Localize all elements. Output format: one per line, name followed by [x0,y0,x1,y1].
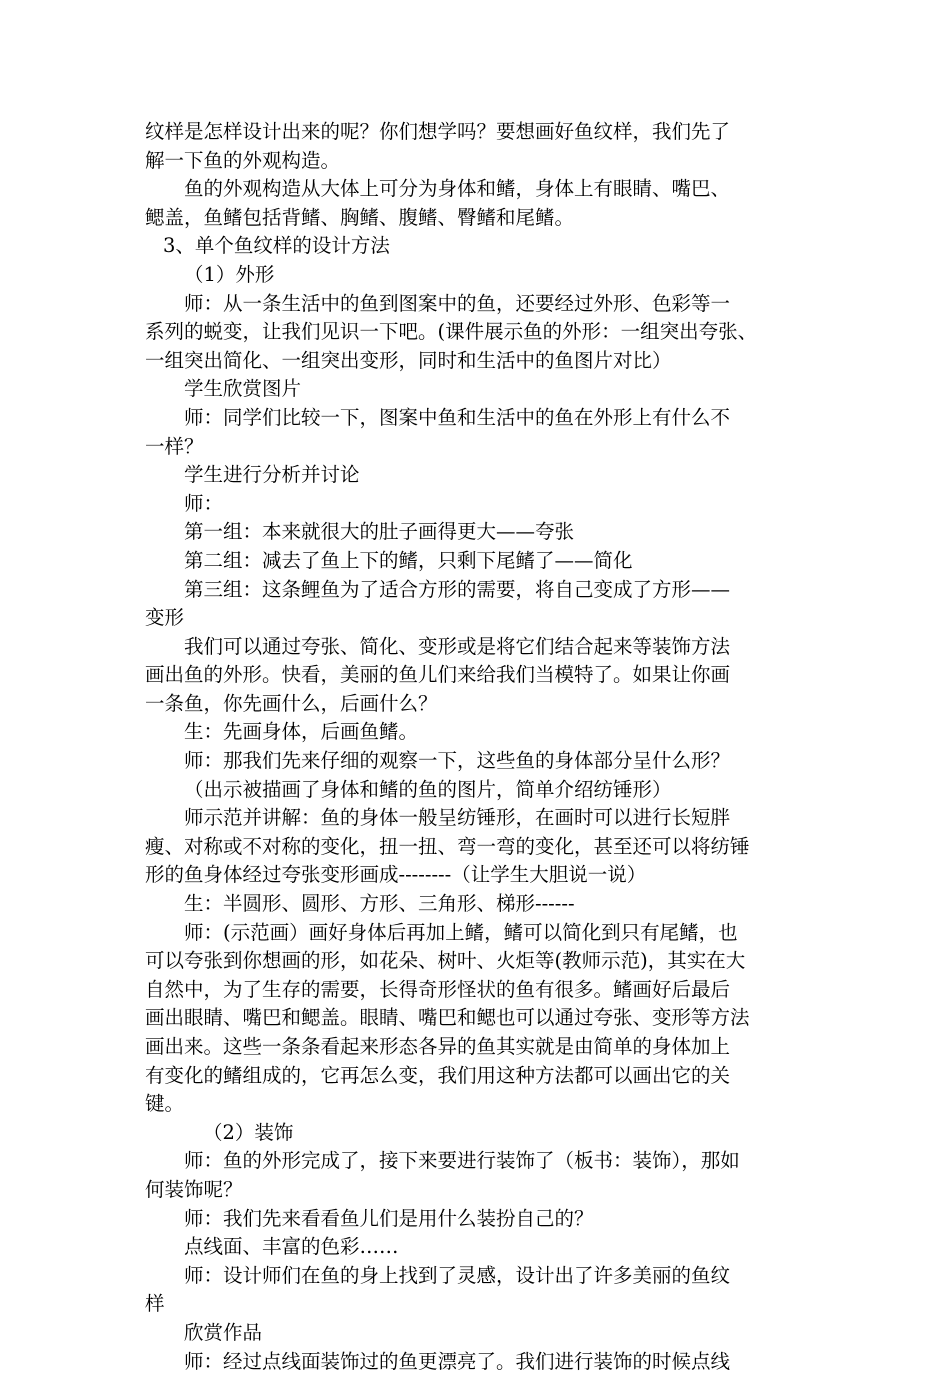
text-line: 我们可以通过夸张、简化、变形或是将它们结合起来等装饰方法 [184,634,731,658]
text-line: 画出眼睛、嘴巴和鳃盖。眼睛、嘴巴和鳃也可以通过夸张、变形等方法 [145,1006,750,1030]
text-line: 师示范并讲解：鱼的身体一般呈纺锤形，在画时可以进行长短胖 [184,806,731,830]
text-line: 师：那我们先来仔细的观察一下，这些鱼的身体部分呈什么形？ [184,749,731,773]
text-line: 师：经过点线面装饰过的鱼更漂亮了。我们进行装饰的时候点线 [184,1349,731,1373]
text-line: 师： [184,491,224,515]
text-line: 欣赏作品 [184,1320,263,1344]
text-line: 样 [145,1292,165,1316]
text-line: 自然中，为了生存的需要，长得奇形怪状的鱼有很多。鳍画好后最后 [145,977,731,1001]
text-line: （1）外形 [184,262,275,286]
text-line: 画出鱼的外形。快看，美丽的鱼儿们来给我们当模特了。如果让你画 [145,663,731,687]
text-line: 系列的蜕变，让我们见识一下吧。(课件展示鱼的外形：一组突出夸张、 [145,320,758,344]
text-line: 第一组：本来就很大的肚子画得更大——夸张 [184,520,575,544]
text-line: 何装饰呢？ [145,1177,243,1201]
text-line: 画出来。这些一条条看起来形态各异的鱼其实就是由简单的身体加上 [145,1035,731,1058]
text-line: 一样？ [145,434,204,458]
text-line: 第三组：这条鲤鱼为了适合方形的需要，将自己变成了方形—— [184,577,731,601]
text-line: 可以夸张到你想画的形，如花朵、树叶、火炬等(教师示范)，其实在大 [145,949,746,973]
text-line: 师：从一条生活中的鱼到图案中的鱼，还要经过外形、色彩等一 [184,291,731,315]
text-line: 鳃盖，鱼鳍包括背鳍、胸鳍、腹鳍、臀鳍和尾鳍。 [145,205,575,229]
text-line: （出示被描画了身体和鳍的鱼的图片，简单介绍纺锤形） [184,777,672,801]
text-line: 有变化的鳍组成的，它再怎么变，我们用这种方法都可以画出它的关 [145,1063,731,1087]
text-line: 师：设计师们在鱼的身上找到了灵感，设计出了许多美丽的鱼纹 [184,1263,731,1287]
text-line: 形的鱼身体经过夸张变形画成--------（让学生大胆说一说） [145,863,647,887]
text-line: 学生欣赏图片 [184,377,302,401]
text-line: 师：鱼的外形完成了，接下来要进行装饰了（板书：装饰），那如 [184,1149,740,1173]
text-line: 点线面、丰富的色彩…… [184,1235,399,1259]
text-line: 生：先画身体，后画鱼鳍。 [184,720,419,744]
text-line: 第二组：减去了鱼上下的鳍，只剩下尾鳍了——简化 [184,548,633,572]
text-line: 解一下鱼的外观构造。 [145,148,341,172]
text-line: 瘦、对称或不对称的变化，扭一扭、弯一弯的变化，甚至还可以将纺锤 [145,834,750,858]
text-line: 师：我们先来看看鱼儿们是用什么装扮自己的？ [184,1206,594,1230]
text-line: 一组突出简化、一组突出变形，同时和生活中的鱼图片对比） [145,348,672,372]
text-line: 生：半圆形、圆形、方形、三角形、梯形------ [184,892,575,916]
text-line: （2）装饰 [203,1120,294,1144]
text-line: 一条鱼，你先画什么，后画什么？ [145,691,438,715]
text-line: 师：(示范画）画好身体后再加上鳍，鳍可以简化到只有尾鳍，也 [184,920,738,944]
text-line: 纹样是怎样设计出来的呢？你们想学吗？要想画好鱼纹样，我们先了 [145,120,731,143]
text-line: 学生进行分析并讨论 [184,463,360,487]
text-line: 变形 [145,606,185,630]
text-line: 鱼的外观构造从大体上可分为身体和鳍，身体上有眼睛、嘴巴、 [184,177,731,201]
text-line: 键。 [145,1092,185,1116]
document-body [145,118,825,1376]
text-line: 师：同学们比较一下，图案中鱼和生活中的鱼在外形上有什么不 [184,405,731,429]
text-line: 3、单个鱼纹样的设计方法 [163,234,390,258]
